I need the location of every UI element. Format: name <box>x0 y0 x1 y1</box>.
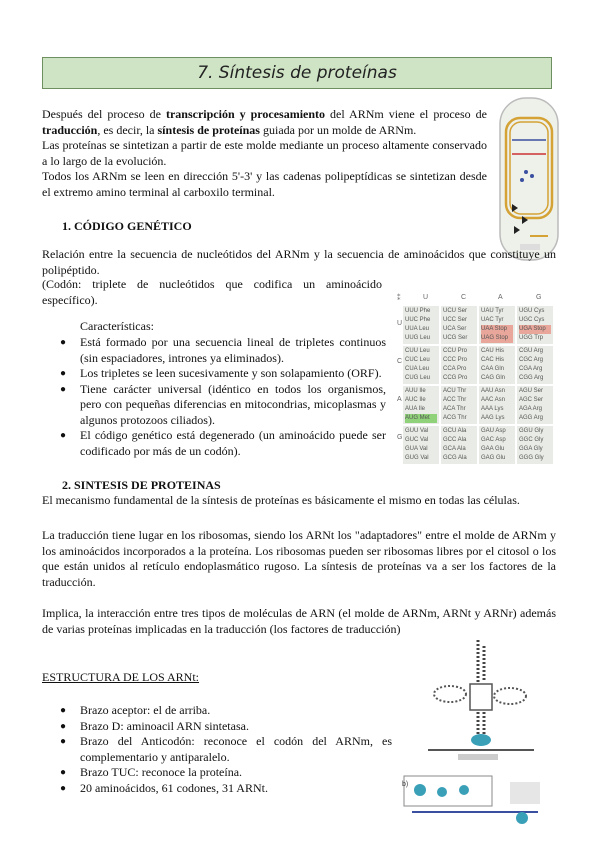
codon-entry: CGU Arg <box>519 348 544 354</box>
codon-entry: AUG Met <box>405 414 437 423</box>
codon-entry: CUG Leu <box>405 375 431 381</box>
section1-text-1: Relación entre la secuencia de nucleótidos del ARNm y la secuencia de aminoácidos que constituye un polipéptido. <box>42 247 556 277</box>
codon-entry: CCG Pro <box>443 375 468 381</box>
codon-entry: AAU Asn <box>481 388 506 394</box>
codon-entry: UGA Stop <box>519 325 551 334</box>
codon-entry: ACA Thr <box>443 406 466 412</box>
section1-paragraph <box>42 247 556 278</box>
codon-entry: GUC Val <box>405 437 429 443</box>
codon-entry: GUU Val <box>405 428 429 434</box>
codon-entry: CAG Gln <box>481 375 506 381</box>
intro-text: , es decir, la <box>97 122 158 137</box>
codon-entry: GAA Glu <box>481 446 505 452</box>
codon-entry: UAG Stop <box>481 334 513 343</box>
cell-translation-diagram <box>498 96 560 262</box>
codon-entry: AAA Lys <box>481 406 504 412</box>
codon-cell <box>517 306 553 344</box>
codon-cell <box>441 386 477 424</box>
codon-entry: GGA Gly <box>519 446 543 452</box>
codon-entry: UAA Stop <box>481 325 513 334</box>
codon-entry: CUU Leu <box>405 348 430 354</box>
codon-entry: GAU Asp <box>481 428 506 434</box>
section1-codon-definition <box>42 277 382 308</box>
codon-grid <box>397 306 553 466</box>
codon-entry: AGC Ser <box>519 397 544 403</box>
codon-entry: GCU Ala <box>443 428 467 434</box>
codon-entry: AUA Ile <box>405 406 426 412</box>
section2-paragraph-3 <box>42 606 556 637</box>
codon-entry: ACC Thr <box>443 397 467 403</box>
codon-entry: AGA Arg <box>519 406 543 412</box>
intro-bold-traduccion: traducción <box>42 122 98 137</box>
section2-paragraph-2: La traducción tiene lugar en los ribosomas, siendo los ARNt los "adaptadores" entre el molde de ARNm y los aminoácidos incorporados a la proteína. Los ribosomas pueden ser ribosomas libres por el citosol o los que están unidos al retículo endoplasmático rugoso. La síntesis de proteínas va a ser los factores de la traducción. <box>42 528 556 589</box>
codon-entry: UGU Cys <box>519 308 545 314</box>
page-title <box>42 57 552 89</box>
intro-text: Después del proceso de <box>42 107 166 121</box>
codon-entry: CGG Arg <box>519 375 544 381</box>
codon-cell <box>517 386 553 424</box>
codon-entry: AGG Arg <box>519 415 544 421</box>
codon-entry: UUU Phe <box>405 308 431 314</box>
codon-entry: CUA Leu <box>405 366 430 372</box>
list-item: ● Los tripletes se leen sucesivamente y son solapamiento (ORF). <box>60 366 386 382</box>
codon-entry: CCC Pro <box>443 357 468 363</box>
codon-cell <box>441 346 477 384</box>
codon-cell <box>441 426 477 464</box>
codon-entry: UGG Trp <box>519 335 544 341</box>
codon-entry: AGU Ser <box>519 388 544 394</box>
intro-text-3: Todos los ARNm se leen en dirección 5'-3' y las cadenas polipeptídicas se sintetizan desde el extremo amino terminal al carboxilo terminal. <box>42 169 487 199</box>
trna-heading: ESTRUCTURA DE LOS ARNt: <box>42 670 200 684</box>
codon-row-block <box>403 306 553 344</box>
list-item: ● El código genético está degenerado (un aminoácido puede ser codificado por más de un codón). <box>60 428 386 459</box>
trna-list <box>60 703 392 796</box>
codon-col-header: C <box>461 294 467 301</box>
codon-row-block <box>403 386 553 424</box>
codon-entry: UUA Leu <box>405 326 430 332</box>
codon-entry: CCA Pro <box>443 366 467 372</box>
codon-entry: UUG Leu <box>405 335 431 341</box>
codon-entry: CGC Arg <box>519 357 544 363</box>
codon-row-block <box>403 346 553 384</box>
section-heading-codigo-genetico: 1. CÓDIGO GENÉTICO <box>62 219 192 233</box>
list-item: ● Brazo D: aminoacil ARN sintetasa. <box>60 719 392 735</box>
codon-cell <box>441 306 477 344</box>
codon-entry: CAU His <box>481 348 505 354</box>
characteristics-list <box>60 335 386 459</box>
codon-entry: AUC Ile <box>405 397 426 403</box>
list-item: ● 20 aminoácidos, 61 codones, 31 ARNt. <box>60 781 392 797</box>
list-item: ● Tiene carácter universal (idéntico en todos los organismos, pero con pequeñas diferencias en mitocondrias, micoplasmas y algunos protozoos ciliados). <box>60 382 386 429</box>
intro-bold-sintesis: síntesis de proteínas <box>157 122 260 137</box>
codon-entry: GAC Asp <box>481 437 506 443</box>
section2-text-3: Implica, la interacción entre tres tipos de moléculas de ARN (el molde de ARNm, ARNt y ARNr) además de varias proteínas implicadas en la traducción (los factores de traducción) <box>42 606 556 636</box>
codon-entry: AUU Ile <box>405 388 426 394</box>
codon-entry: GGU Gly <box>519 428 544 434</box>
codon-row-header: U <box>397 320 403 327</box>
codon-cell <box>403 346 439 384</box>
intro-text: guiada por un molde de ARNm. <box>259 122 417 137</box>
codon-entry: UAU Tyr <box>481 308 504 314</box>
trna-structure-diagram <box>398 636 556 836</box>
codon-col-header: G <box>536 294 542 301</box>
section2-paragraph-1: El mecanismo fundamental de la síntesis de proteínas es básicamente el mismo en todas las células. <box>42 493 520 507</box>
codon-entry: GGG Gly <box>519 455 544 461</box>
list-item: ● Brazo del Anticodón: reconoce el codón del ARNm, es complementario y antiparalelo. <box>60 734 392 765</box>
codon-entry: GGC Gly <box>519 437 544 443</box>
codon-entry: UCC Ser <box>443 317 468 323</box>
codon-row-header: G <box>397 434 403 441</box>
codon-entry: CGA Arg <box>519 366 543 372</box>
codon-entry: ACG Thr <box>443 415 467 421</box>
characteristics-label: Características: <box>80 319 154 333</box>
codon-cell <box>479 386 515 424</box>
codon-entry: GAG Glu <box>481 455 506 461</box>
intro-text: del ARNm viene el proceso de <box>325 107 487 121</box>
codon-table-header <box>397 294 555 306</box>
list-item: ● Está formado por una secuencia lineal de tripletes continuos (sin espaciadores, intrones ya eliminados). <box>60 335 386 366</box>
codon-entry: UAC Tyr <box>481 317 504 323</box>
codon-entry: AAC Asn <box>481 397 506 403</box>
codon-entry: CAA Gln <box>481 366 505 372</box>
codon-entry: ACU Thr <box>443 388 467 394</box>
codon-cell <box>517 346 553 384</box>
codon-entry: GCA Ala <box>443 446 466 452</box>
codon-entry: GUG Val <box>405 455 429 461</box>
codon-row-header: C <box>397 358 403 365</box>
codon-entry: UCG Ser <box>443 335 468 341</box>
codon-cell <box>403 386 439 424</box>
codon-entry: AAG Lys <box>481 415 505 421</box>
codon-entry: CAC His <box>481 357 505 363</box>
codon-cell <box>479 426 515 464</box>
section1-text-2: (Codón: triplete de nucleótidos que codifica un aminoácido específico). <box>42 277 382 307</box>
codon-entry: GUA Val <box>405 446 428 452</box>
codon-cell <box>517 426 553 464</box>
intro-paragraph <box>42 107 487 200</box>
codon-entry: UUC Phe <box>405 317 431 323</box>
codon-col-header: U <box>423 294 429 301</box>
codon-cell <box>403 306 439 344</box>
diagram-label-b: b) <box>402 781 409 788</box>
codon-cell <box>479 346 515 384</box>
codon-table <box>397 294 555 464</box>
codon-cell <box>479 306 515 344</box>
codon-entry: CCU Pro <box>443 348 468 354</box>
codon-entry: UCA Ser <box>443 326 467 332</box>
codon-row-header: A <box>397 396 402 403</box>
list-item: ● Brazo TUC: reconoce la proteína. <box>60 765 392 781</box>
intro-text-2: Las proteínas se sintetizan a partir de este molde mediante un proceso altamente conservado a lo largo de la evolución. <box>42 138 487 168</box>
codon-entry: UGC Cys <box>519 317 545 323</box>
intro-bold-transcripcion: transcripción y procesamiento <box>165 107 326 121</box>
list-item: ● Brazo aceptor: el de arriba. <box>60 703 392 719</box>
codon-cell <box>403 426 439 464</box>
codon-entry: GCG Ala <box>443 455 467 461</box>
codon-row-block <box>403 426 553 464</box>
codon-table-corner: ⁑ <box>397 295 401 302</box>
page-title-text: 7. Síntesis de proteínas <box>197 63 397 83</box>
section-heading-sintesis: 2. SINTESIS DE PROTEINAS <box>62 478 221 492</box>
codon-entry: UCU Ser <box>443 308 468 314</box>
codon-entry: CUC Leu <box>405 357 430 363</box>
codon-col-header: A <box>498 294 503 301</box>
codon-entry: GCC Ala <box>443 437 467 443</box>
